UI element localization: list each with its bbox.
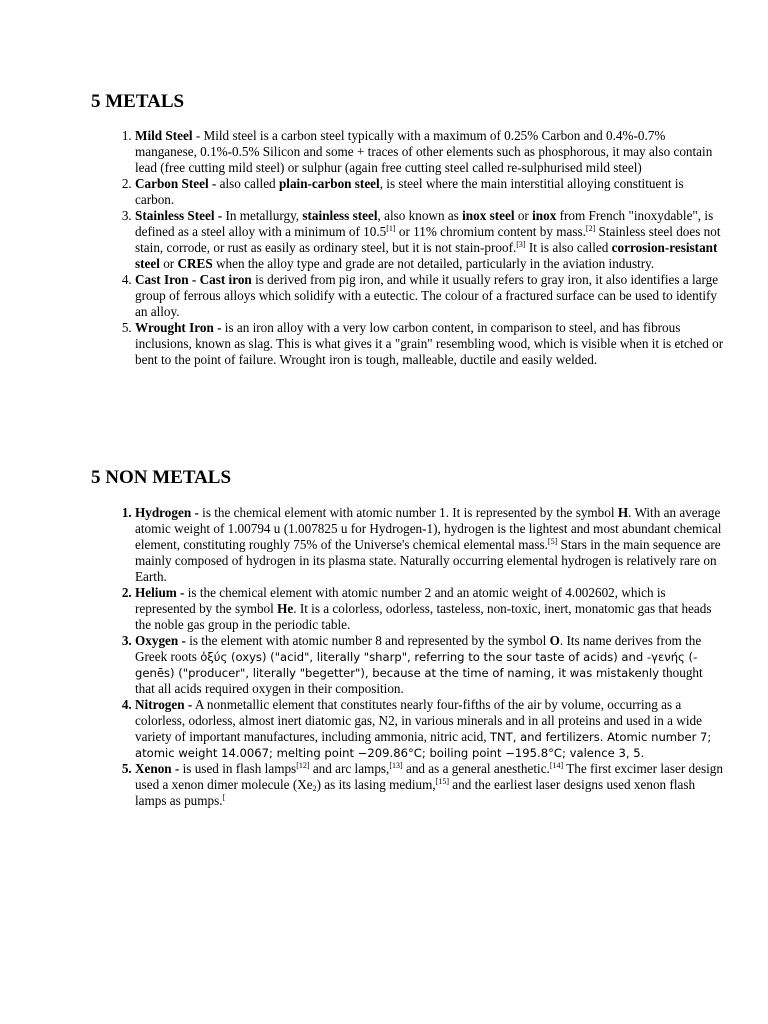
citation-link[interactable]: [13] xyxy=(389,761,403,770)
term: Hydrogen - xyxy=(135,505,199,520)
term: Oxygen - xyxy=(135,633,186,648)
nonmetals-heading: 5 NON METALS xyxy=(91,467,232,488)
citation-link[interactable]: [5] xyxy=(547,537,558,546)
citation-link[interactable]: [1] xyxy=(386,224,396,233)
term: Wrought Iron - xyxy=(135,320,222,335)
term: Cast Iron - xyxy=(135,272,197,287)
list-item-cast-iron: 4. Cast Iron - Cast iron is derived from pig iron, and while it usually refers to gray iron, it also identifies a large group of ferrous alloys which solidify with a eutectic. The colour of a fractured surface can be used to identify an alloy. xyxy=(135,272,725,320)
term: Nitrogen - xyxy=(135,697,193,712)
list-item-nitrogen: 4. Nitrogen - A nonmetallic element that constitutes nearly four-fifths of the air by volume, occurring as a colorless, odorless, almost inert diatomic gas, N2, in various minerals and in all proteins and used in a wide variety of important manufactures, including ammonia, nitric acid, TNT, and fertilizers. Atomic number 7; atomic weight 14.0067; melting point −209.86°C; boiling point −195.8°C; valence 3, 5. xyxy=(135,697,725,761)
metals-list xyxy=(101,128,725,368)
citation-link[interactable]: [ xyxy=(222,793,226,802)
list-item-stainless-steel: 3. Stainless Steel - In metallurgy, stainless steel, also known as inox steel or inox from French "inoxydable", is defined as a steel alloy with a minimum of 10.5[1] or 11% chromium content by mass.[2] Stainless steel does not stain, corrode, or rust as easily as ordinary steel, but it is not stain-proof.[3] It is also called corrosion-resistant steel or CRES when the alloy type and grade are not detailed, particularly in the aviation industry. xyxy=(135,208,725,272)
citation-link[interactable]: [12] xyxy=(296,761,310,770)
subscript: 2 xyxy=(312,784,317,793)
list-item-hydrogen: 1. Hydrogen - is the chemical element with atomic number 1. It is represented by the symbol H. With an average atomic weight of 1.00794 u (1.007825 u for Hydrogen-1), hydrogen is the lightest and most abundant chemical element, constituting roughly 75% of the Universe's chemical elemental mass.[5] Stars in the main sequence are mainly composed of hydrogen in its plasma state. Naturally occurring elemental hydrogen is relatively rare on Earth. xyxy=(135,505,725,585)
citation-link[interactable]: [3] xyxy=(516,240,526,249)
list-item-helium: 2. Helium - is the chemical element with atomic number 2 and an atomic weight of 4.002602, which is represented by the symbol He. It is a colorless, odorless, tasteless, non-toxic, inert, monatomic gas that heads the noble gas group in the periodic table. xyxy=(135,585,725,633)
term: Mild Steel xyxy=(135,128,193,143)
citation-link[interactable]: [15] xyxy=(435,777,449,786)
list-item-wrought-iron: 5. Wrought Iron - is an iron alloy with a very low carbon content, in comparison to steel, and has fibrous inclusions, known as slag. This is what gives it a "grain" resembling wood, which is visible when it is etched or bent to the point of failure. Wrought iron is tough, malleable, ductile and easily welded. xyxy=(135,320,725,368)
citation-link[interactable]: [2] xyxy=(585,224,596,233)
metals-heading: 5 METALS xyxy=(91,91,185,112)
nonmetals-list xyxy=(101,505,725,809)
term: Helium - xyxy=(135,585,185,600)
list-item-mild-steel: 1. Mild Steel - Mild steel is a carbon steel typically with a maximum of 0.25% Carbon and 0.4%-0.7% manganese, 0.1%-0.5% Silicon and some + traces of other elements such as phosphorous, it may also contain lead (free cutting mild steel) or sulphur (again free cutting steel called re-sulphurised mild steel) xyxy=(135,128,725,176)
list-item-oxygen: 3. Oxygen - is the element with atomic number 8 and represented by the symbol O. Its name derives from the Greek roots ὀξύς (oxys) ("acid", literally "sharp", referring to the sour taste of acids) and -γενής (-genēs) ("producer", literally "begetter"), because at the time of naming, it was mistakenly thought that all acids required oxygen in their composition. xyxy=(135,633,725,697)
citation-link[interactable]: [14] xyxy=(549,761,564,770)
list-item-xenon: 5. Xenon - is used in flash lamps[12] and arc lamps,[13] and as a general anesthetic.[14] The first excimer laser design used a xenon dimer molecule $(Xe_2)$ as its lasing medium,[15] and the earliest laser designs used xenon flash lamps as pumps.[ xyxy=(135,761,725,809)
term: Carbon Steel - xyxy=(135,176,217,191)
term: Xenon - xyxy=(135,761,180,776)
list-item-carbon-steel: 2. Carbon Steel - also called plain-carbon steel, is steel where the main interstitial alloying constituent is carbon. xyxy=(135,176,725,208)
term: Stainless Steel - xyxy=(135,208,223,223)
